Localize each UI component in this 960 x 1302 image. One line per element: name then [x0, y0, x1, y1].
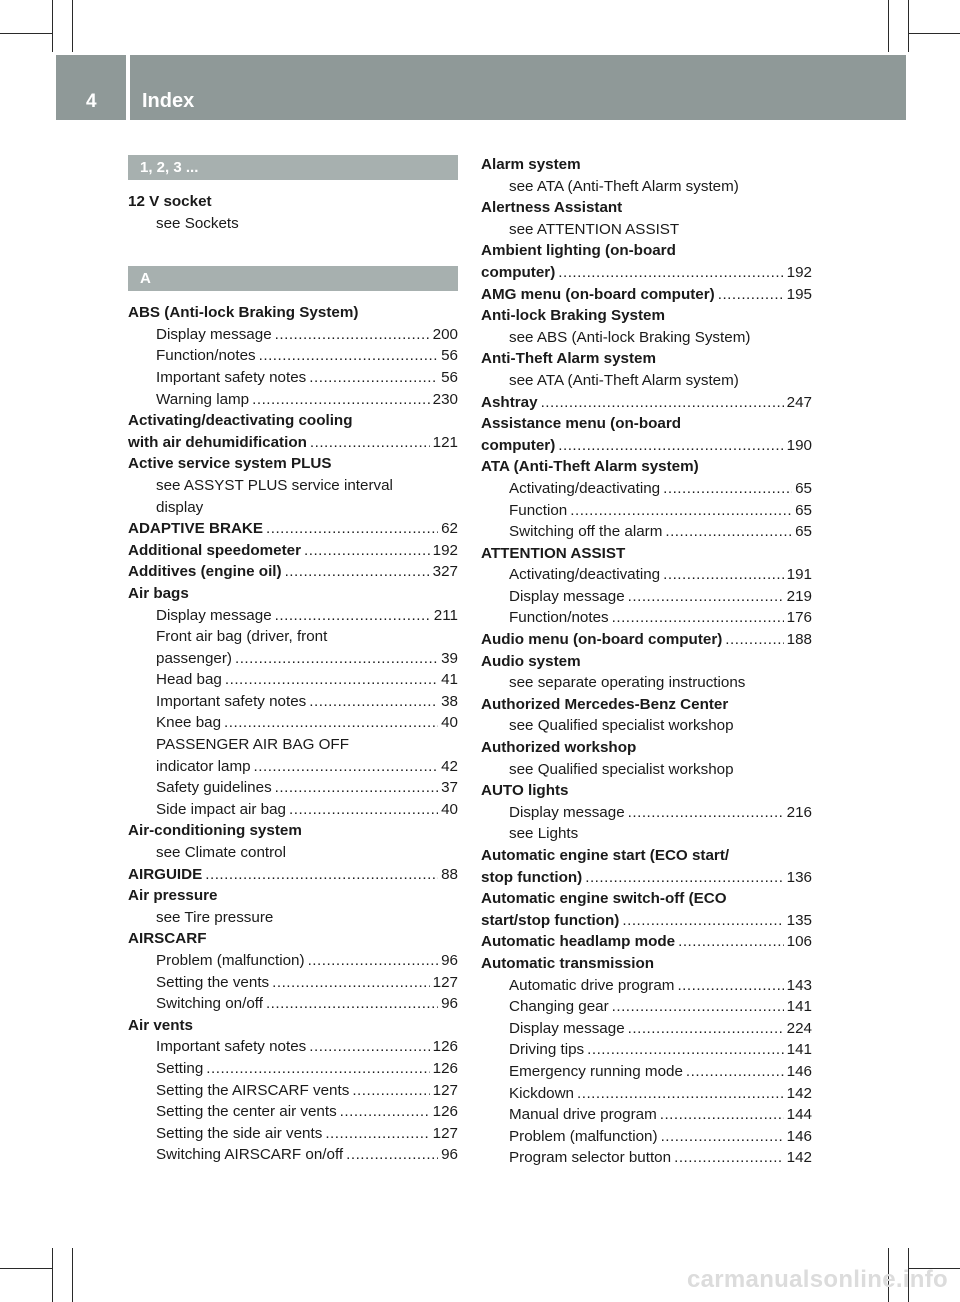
dot-leader	[612, 607, 784, 629]
index-subentry	[481, 219, 812, 241]
index-entry-label: ATA (Anti-Theft Alarm system)	[481, 458, 699, 476]
index-subentry	[128, 993, 458, 1015]
page-header	[56, 55, 906, 120]
index-entry	[481, 240, 812, 262]
dot-leader	[718, 284, 784, 306]
index-entry-label: Switching off the alarm	[509, 523, 663, 541]
index-entry	[481, 348, 812, 370]
dot-leader	[254, 756, 439, 778]
index-subentry	[481, 823, 812, 845]
index-entry-label: AUTO lights	[481, 782, 569, 800]
index-subentry	[128, 777, 458, 799]
index-subentry	[128, 756, 458, 778]
crop-mark	[908, 0, 909, 52]
dot-leader	[224, 712, 438, 734]
index-entry-label: Program selector button	[509, 1149, 672, 1167]
index-entry-label: Display message	[509, 803, 625, 821]
index-entry-label: Air bags	[128, 584, 189, 602]
index-entry-label: Setting the AIRSCARF vents	[156, 1081, 350, 1099]
index-entry-label: Important safety notes	[156, 692, 307, 710]
index-entry-label: Anti-lock Braking System	[481, 307, 665, 325]
index-entry-label: Knee bag	[156, 714, 222, 732]
index-page-ref: 146	[786, 1062, 812, 1080]
index-subentry	[128, 1080, 458, 1102]
index-subentry	[128, 734, 458, 756]
index-subentry	[128, 345, 458, 367]
index-entry-label: AMG menu (on-board computer)	[481, 285, 715, 303]
index-subentry	[128, 475, 458, 497]
index-subentry	[128, 1058, 458, 1080]
index-entry	[128, 1015, 458, 1037]
index-section-header: A	[128, 266, 458, 291]
dot-leader	[309, 691, 438, 713]
index-entry-label: Changing gear	[509, 998, 609, 1016]
index-entry-label: Driving tips	[509, 1041, 585, 1059]
dot-leader	[628, 1018, 784, 1040]
index-page-ref: 192	[432, 541, 458, 559]
index-entry-label: Warning lamp	[156, 390, 250, 408]
index-page-ref: 216	[786, 803, 812, 821]
dot-leader	[622, 910, 783, 932]
index-subentry	[128, 648, 458, 670]
index-subentry	[481, 1018, 812, 1040]
dot-leader	[558, 435, 783, 457]
index-entry-label: Automatic engine switch-off (ECO	[481, 890, 727, 908]
index-entry	[128, 928, 458, 950]
index-entry	[481, 262, 812, 284]
dot-leader	[309, 367, 438, 389]
dot-leader	[275, 605, 431, 627]
index-subentry	[128, 950, 458, 972]
index-page-ref: 188	[786, 631, 812, 649]
dot-leader	[310, 432, 430, 454]
index-page-ref: 62	[441, 520, 458, 538]
index-subentry	[128, 497, 458, 519]
index-entry-label: Activating/deactivating cooling	[128, 412, 353, 430]
index-page-ref: 65	[795, 479, 812, 497]
index-entry-label: Manual drive program	[509, 1106, 657, 1124]
index-entry	[128, 561, 458, 583]
index-entry-label: Display message	[509, 587, 625, 605]
index-page-ref: 141	[786, 1041, 812, 1059]
index-entry-label: Activating/deactivating	[509, 566, 661, 584]
dot-leader	[628, 586, 784, 608]
dot-leader	[325, 1123, 429, 1145]
dot-leader	[308, 950, 439, 972]
index-page-ref: 96	[441, 1146, 458, 1164]
index-entry-label: Setting the center air vents	[156, 1103, 337, 1121]
dot-leader	[346, 1144, 438, 1166]
index-entry-label: stop function)	[481, 868, 583, 886]
index-subentry	[128, 1123, 458, 1145]
index-page-ref: 135	[786, 911, 812, 929]
index-subentry	[481, 607, 812, 629]
index-entry-label: Activating/deactivating	[509, 479, 661, 497]
dot-leader	[665, 521, 792, 543]
index-page-ref: 176	[786, 609, 812, 627]
index-entry-label: see Sockets	[156, 214, 239, 232]
dot-leader	[585, 867, 783, 889]
index-subentry	[481, 1083, 812, 1105]
index-entry-label: Display message	[509, 1019, 625, 1037]
index-entry-label: with air dehumidification	[128, 433, 307, 451]
dot-leader	[577, 1083, 784, 1105]
index-page-ref: 127	[432, 1124, 458, 1142]
dot-leader	[275, 324, 430, 346]
dot-leader	[252, 389, 430, 411]
index-subentry	[128, 1036, 458, 1058]
index-entry-label: AIRGUIDE	[128, 865, 203, 883]
index-page-ref: 144	[786, 1106, 812, 1124]
index-subentry	[481, 370, 812, 392]
index-subentry	[481, 996, 812, 1018]
dot-leader	[661, 1126, 784, 1148]
index-page-ref: 96	[441, 995, 458, 1013]
watermark: carmanualsonline.info	[686, 1266, 948, 1293]
index-entry-label: Ambient lighting (on-board	[481, 242, 676, 260]
index-subentry	[481, 1104, 812, 1126]
dot-leader	[612, 996, 784, 1018]
index-page-ref: 191	[786, 566, 812, 584]
index-entry-label: Air pressure	[128, 887, 218, 905]
dot-leader	[725, 629, 783, 651]
index-entry-label: display	[156, 498, 204, 516]
index-entry-label: Authorized workshop	[481, 739, 637, 757]
index-entry-label: AIRSCARF	[128, 930, 207, 948]
index-entry	[481, 910, 812, 932]
index-entry	[128, 518, 458, 540]
index-entry-label: Head bag	[156, 671, 222, 689]
dot-leader	[205, 864, 438, 886]
index-entry-label: Air vents	[128, 1016, 193, 1034]
index-subentry	[481, 176, 812, 198]
index-entry-label: Safety guidelines	[156, 779, 272, 797]
index-entry-label: Automatic drive program	[509, 976, 675, 994]
index-entry	[128, 191, 458, 213]
index-page-ref: 327	[432, 563, 458, 581]
index-section-header: 1, 2, 3 ...	[128, 155, 458, 180]
dot-leader	[663, 478, 792, 500]
dot-leader	[674, 1147, 784, 1169]
index-entry-label: see separate operating instructions	[509, 674, 746, 692]
index-entry	[481, 953, 812, 975]
index-page-ref: 37	[441, 779, 458, 797]
index-page-ref: 65	[795, 523, 812, 541]
index-entry-label: Additional speedometer	[128, 541, 301, 559]
index-page-ref: 142	[786, 1149, 812, 1167]
index-entry	[481, 197, 812, 219]
dot-leader	[677, 975, 783, 997]
index-page-ref: 190	[786, 436, 812, 454]
index-page-ref: 41	[441, 671, 458, 689]
index-entry-label: Alertness Assistant	[481, 199, 623, 217]
index-entry-label: see ABS (Anti-lock Braking System)	[509, 328, 751, 346]
index-entry-label: start/stop function)	[481, 911, 620, 929]
index-column-left	[128, 155, 458, 1166]
index-page-ref: 219	[786, 587, 812, 605]
page-number: 4	[86, 91, 97, 112]
index-subentry	[128, 712, 458, 734]
page-title: Index	[142, 90, 195, 112]
index-subentry	[481, 975, 812, 997]
index-subentry	[128, 324, 458, 346]
index-subentry	[128, 842, 458, 864]
index-entry	[481, 305, 812, 327]
index-subentry	[128, 367, 458, 389]
dot-leader	[206, 1058, 429, 1080]
index-page-ref: 136	[786, 868, 812, 886]
dot-leader	[558, 262, 783, 284]
index-entry-label: indicator lamp	[156, 757, 251, 775]
index-subentry	[481, 1039, 812, 1061]
index-entry-label: see Tire pressure	[156, 908, 274, 926]
index-page-ref: 141	[786, 998, 812, 1016]
index-page-ref: 39	[441, 649, 458, 667]
index-entry-label: ADAPTIVE BRAKE	[128, 520, 264, 538]
index-entry-label: Important safety notes	[156, 368, 307, 386]
index-entry	[128, 885, 458, 907]
index-entry-label: Setting the vents	[156, 973, 270, 991]
index-subentry	[128, 691, 458, 713]
index-entry	[481, 867, 812, 889]
index-page-ref: 146	[786, 1127, 812, 1145]
index-page-ref: 96	[441, 952, 458, 969]
index-entry-label: Automatic headlamp mode	[481, 933, 676, 951]
index-page-ref: 40	[441, 800, 458, 818]
index-entry-label: Air-conditioning system	[128, 822, 302, 840]
index-entry	[481, 845, 812, 867]
index-page-ref: 56	[441, 368, 458, 386]
index-entry	[128, 540, 458, 562]
index-entry	[128, 453, 458, 475]
index-subentry	[481, 802, 812, 824]
index-entry-label: see Climate control	[156, 844, 286, 862]
index-subentry	[481, 672, 812, 694]
index-entry	[481, 888, 812, 910]
index-entry-label: Problem (malfunction)	[509, 1127, 658, 1145]
index-entry-label: Setting the side air vents	[156, 1124, 323, 1142]
dot-leader	[285, 561, 430, 583]
index-entry-label: Display message	[156, 325, 272, 343]
crop-mark	[0, 33, 52, 34]
index-subentry	[481, 500, 812, 522]
index-entry-label: Anti-Theft Alarm system	[481, 350, 656, 368]
index-entry	[481, 629, 812, 651]
index-subentry	[128, 1101, 458, 1123]
crop-mark	[52, 0, 53, 52]
index-page-ref: 127	[432, 973, 458, 991]
index-page-ref: 126	[432, 1103, 458, 1121]
index-subentry	[481, 564, 812, 586]
dot-leader	[628, 802, 784, 824]
index-subentry	[128, 605, 458, 627]
dot-leader	[663, 564, 784, 586]
index-page-ref: 121	[432, 433, 458, 451]
index-page-ref: 126	[432, 1038, 458, 1056]
index-entry-label: see Lights	[509, 825, 579, 843]
dot-leader	[289, 799, 438, 821]
index-entry-label: Setting	[156, 1059, 204, 1077]
index-entry-label: Function/notes	[156, 347, 256, 365]
index-entry-label: Front air bag (driver, front	[156, 628, 328, 646]
index-column-right	[481, 154, 812, 1169]
index-entry-label: Problem (malfunction)	[156, 952, 305, 969]
index-subentry	[128, 907, 458, 929]
index-entry-label: Kickdown	[509, 1084, 574, 1102]
dot-leader	[272, 972, 430, 994]
index-entry	[128, 583, 458, 605]
dot-leader	[266, 993, 438, 1015]
index-entry-label: Function/notes	[509, 609, 609, 627]
index-page-ref: 224	[786, 1019, 812, 1037]
index-entry-label: see ATA (Anti-Theft Alarm system)	[509, 371, 739, 389]
dot-leader	[570, 500, 792, 522]
index-page-ref: 127	[432, 1081, 458, 1099]
index-entry-label: see ATA (Anti-Theft Alarm system)	[509, 177, 739, 195]
index-entry-label: Switching on/off	[156, 995, 263, 1013]
index-subentry	[128, 213, 458, 235]
index-subentry	[128, 1144, 458, 1166]
index-entry-label: Ashtray	[481, 393, 538, 411]
index-page-ref: 195	[786, 285, 812, 303]
index-page-ref: 142	[786, 1084, 812, 1102]
index-subentry	[481, 327, 812, 349]
index-entry	[481, 284, 812, 306]
index-entry-label: Active service system PLUS	[128, 455, 332, 473]
index-entry	[481, 931, 812, 953]
dot-leader	[686, 1061, 784, 1083]
index-subentry	[481, 1061, 812, 1083]
index-page-ref: 38	[441, 692, 458, 710]
index-page-ref: 192	[786, 263, 812, 281]
dot-leader	[309, 1036, 429, 1058]
index-page-ref: 211	[433, 606, 458, 624]
dot-leader	[352, 1080, 429, 1102]
index-subentry	[481, 1147, 812, 1169]
index-entry	[481, 543, 812, 565]
index-page-ref: 65	[795, 501, 812, 519]
dot-leader	[587, 1039, 784, 1061]
index-page-ref: 200	[432, 325, 458, 343]
index-entry-label: see ASSYST PLUS service interval	[156, 476, 393, 494]
index-entry	[481, 651, 812, 673]
index-page-ref: 143	[786, 976, 812, 994]
index-page-ref: 126	[432, 1059, 458, 1077]
index-entry-label: Switching AIRSCARF on/off	[156, 1146, 344, 1164]
index-subentry	[481, 521, 812, 543]
dot-leader	[340, 1101, 430, 1123]
index-entry-label: Function	[509, 501, 568, 519]
index-entry-label: ATTENTION ASSIST	[481, 544, 626, 562]
crop-mark	[888, 0, 889, 52]
index-entry-label: ABS (Anti-lock Braking System)	[128, 304, 359, 322]
index-page-ref: 40	[441, 714, 458, 732]
index-entry	[481, 435, 812, 457]
index-page-ref: 247	[786, 393, 812, 411]
header-divider	[126, 55, 130, 120]
dot-leader	[235, 648, 438, 670]
index-entry-label: passenger)	[156, 649, 232, 667]
index-entry-label: Authorized Mercedes-Benz Center	[481, 695, 729, 713]
crop-mark	[72, 0, 73, 52]
index-entry-label: Automatic engine start (ECO start/	[481, 847, 730, 864]
index-entry	[481, 737, 812, 759]
index-page-ref: 88	[441, 865, 458, 883]
dot-leader	[225, 669, 438, 691]
crop-mark	[52, 1248, 53, 1302]
index-page-ref: 42	[441, 757, 458, 775]
index-entry-label: Alarm system	[481, 156, 581, 173]
index-entry-label: Audio system	[481, 652, 581, 670]
index-entry	[481, 780, 812, 802]
crop-mark	[0, 1268, 52, 1269]
index-entry	[481, 154, 812, 176]
index-page-ref: 56	[441, 347, 458, 365]
index-entry-label: Additives (engine oil)	[128, 563, 282, 581]
index-entry-label: Display message	[156, 606, 272, 624]
index-entry-label: Assistance menu (on-board	[481, 415, 682, 433]
index-subentry	[128, 669, 458, 691]
index-entry	[128, 410, 458, 432]
index-entry-label: Side impact air bag	[156, 800, 287, 818]
index-subentry	[128, 626, 458, 648]
index-entry-label: Audio menu (on-board computer)	[481, 631, 723, 649]
index-entry	[128, 432, 458, 454]
index-subentry	[128, 799, 458, 821]
crop-mark	[72, 1248, 73, 1302]
index-entry-label: 12 V socket	[128, 193, 212, 210]
index-page-ref: 106	[786, 933, 812, 951]
index-entry-label: computer)	[481, 263, 556, 281]
index-entry	[481, 392, 812, 414]
index-entry	[481, 456, 812, 478]
crop-mark	[908, 33, 960, 34]
index-entry-label: Automatic transmission	[481, 954, 655, 972]
index-subentry	[481, 1126, 812, 1148]
index-entry	[128, 864, 458, 886]
index-entry-label: see Qualified specialist workshop	[509, 760, 734, 778]
index-entry-label: PASSENGER AIR BAG OFF	[156, 736, 349, 754]
index-entry-label: Important safety notes	[156, 1038, 307, 1056]
index-entry	[481, 413, 812, 435]
index-entry-label: see Qualified specialist workshop	[509, 717, 734, 735]
dot-leader	[678, 931, 784, 953]
index-entry-label: Emergency running mode	[509, 1062, 683, 1080]
index-subentry	[481, 759, 812, 781]
dot-leader	[304, 540, 430, 562]
dot-leader	[660, 1104, 784, 1126]
dot-leader	[259, 345, 438, 367]
index-subentry	[481, 478, 812, 500]
index-entry	[128, 302, 458, 324]
index-subentry	[481, 586, 812, 608]
index-entry	[481, 694, 812, 716]
index-subentry	[128, 389, 458, 411]
index-page-ref: 230	[432, 390, 458, 408]
index-entry-label: see ATTENTION ASSIST	[509, 220, 680, 238]
index-subentry	[128, 972, 458, 994]
index-entry	[128, 820, 458, 842]
dot-leader	[266, 518, 438, 540]
index-entry-label: computer)	[481, 436, 556, 454]
dot-leader	[275, 777, 438, 799]
dot-leader	[541, 392, 784, 414]
index-subentry	[481, 715, 812, 737]
